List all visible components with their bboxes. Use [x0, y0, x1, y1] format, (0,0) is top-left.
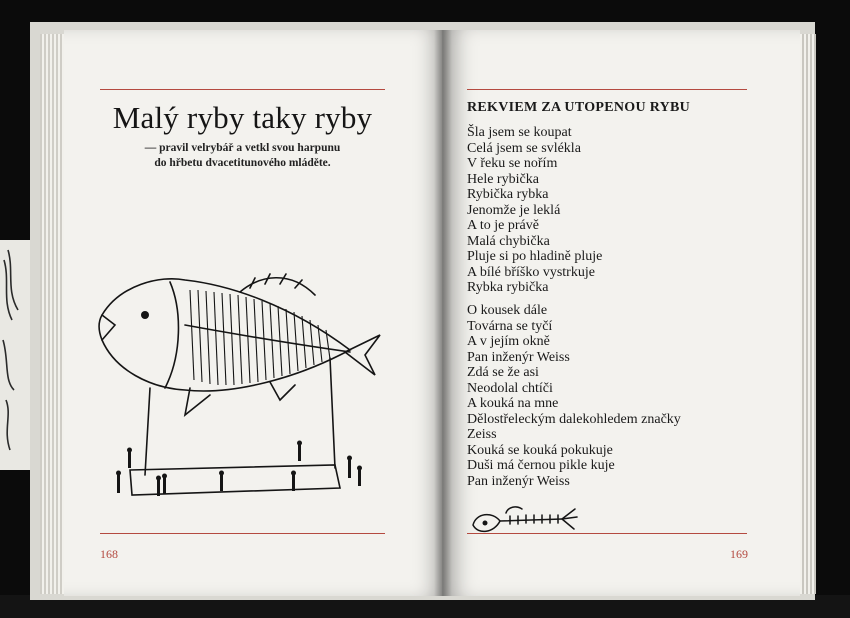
- page-number-right: 169: [730, 547, 748, 561]
- poem-title: REKVIEM ZA UTOPENOU RYBU: [467, 100, 691, 115]
- poem-line: O kousek dále: [467, 303, 548, 318]
- poem-line: Zdá se že asi: [467, 365, 539, 380]
- book-spine: [434, 30, 452, 596]
- poem-line: Malá chybička: [467, 233, 550, 249]
- poem-line: A kouká na mne: [467, 396, 559, 411]
- poem-line: Hele rybička: [467, 171, 539, 187]
- page-edges-left: [40, 34, 66, 594]
- top-rule-left: [100, 89, 385, 90]
- poem-line: Dělostřeleckým dalekohledem značky: [467, 411, 681, 427]
- poem-line: Pluje si po hladině pluje: [467, 249, 603, 264]
- bottom-rule-left: [100, 533, 385, 534]
- page-number-left: 168: [100, 547, 118, 561]
- poem-line: Pan inženýr Weiss: [467, 473, 570, 489]
- poem-line: A v jejím okně: [467, 334, 550, 349]
- poem-line: A bílé bříško vystrkuje: [467, 264, 595, 280]
- page-title: Malý ryby taky ryby: [112, 100, 373, 135]
- poem-line: A to je právě: [467, 218, 539, 233]
- fish-suspended-over-platform-drawing: [90, 270, 390, 515]
- subtitle-line: do hřbetu dvacetitunového mláděte.: [154, 157, 331, 169]
- poem-line: Neodolal chtíči: [467, 380, 553, 396]
- poem-line: Duši má černou pikle kuje: [467, 458, 615, 473]
- bottom-rule-right: [467, 533, 747, 534]
- poem-line: Zeiss: [467, 427, 497, 442]
- poem-line: V řeku se nořím: [467, 156, 558, 171]
- poem-stanza-2: [467, 303, 681, 489]
- poem-line: Celá jsem se svlékla: [467, 140, 581, 156]
- subtitle-line: — pravil velrybář a vetkl svou harpunu: [144, 142, 341, 154]
- poem-line: Rybka rybička: [467, 280, 549, 295]
- poem-line: Rybička rybka: [467, 187, 549, 202]
- poem-line: Kouká se kouká pokukuje: [467, 442, 613, 458]
- adjacent-page-scribble: [0, 240, 30, 470]
- page-edges-right: [800, 34, 816, 594]
- poem-line: Jenomže je leklá: [467, 202, 561, 218]
- poem-line: Továrna se tyčí: [467, 318, 553, 334]
- poem-line: Pan inženýr Weiss: [467, 349, 570, 365]
- subtitle: [110, 141, 375, 171]
- top-rule-right: [467, 89, 747, 90]
- poem-stanza-1: [467, 125, 602, 296]
- poem-line: Šla jsem se koupat: [467, 125, 572, 140]
